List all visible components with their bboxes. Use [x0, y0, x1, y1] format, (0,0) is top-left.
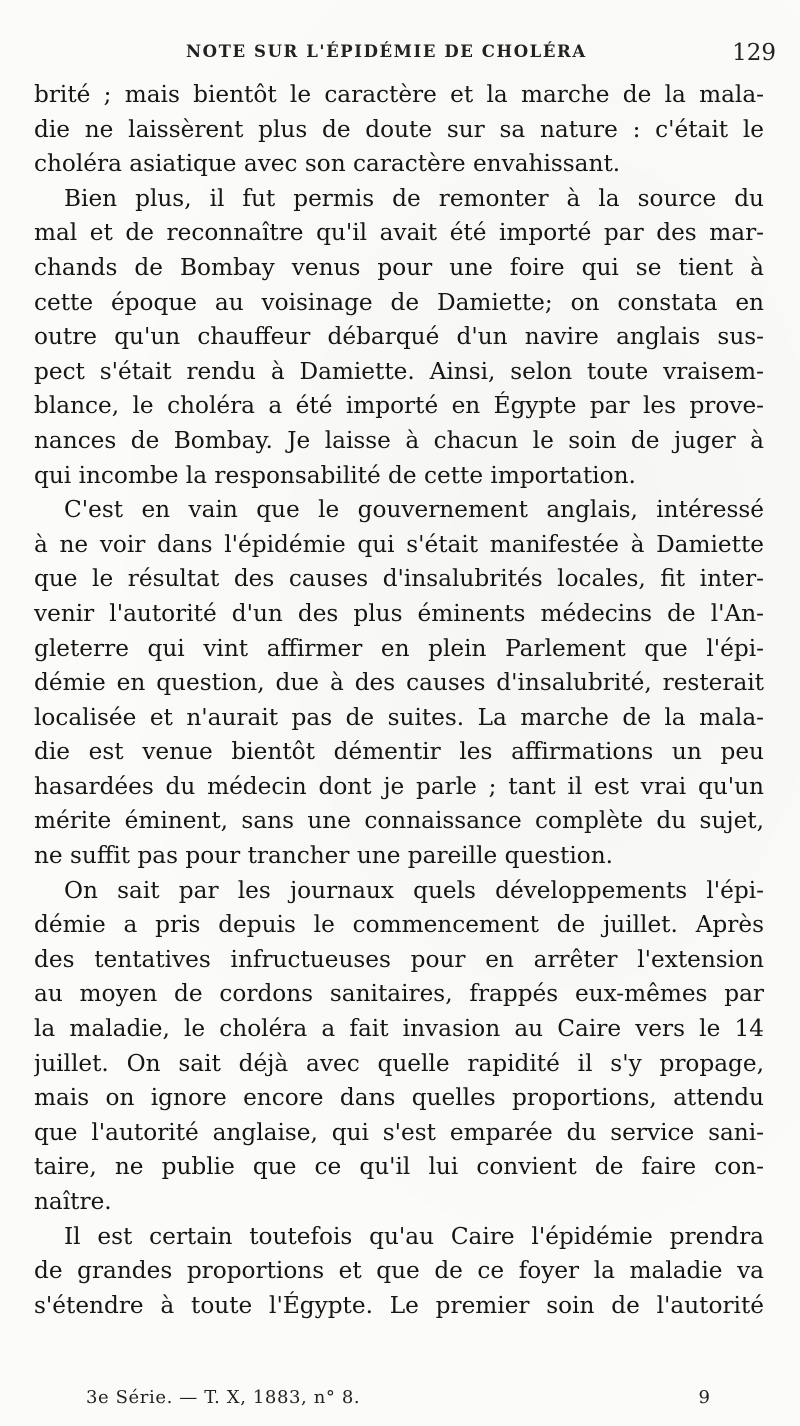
- text-line: C'est en vain que le gouvernement anglais, intéressé: [64, 496, 764, 524]
- text-line: juillet. On sait déjà avec quelle rapidité il s'y propage,: [34, 1049, 764, 1077]
- text-line: la maladie, le choléra a fait invasion au Caire vers le 14: [34, 1015, 764, 1043]
- text-line: venir l'autorité d'un des plus éminents médecins de l'An-: [34, 599, 764, 627]
- text-line: Bien plus, il fut permis de remonter à la source du: [64, 184, 764, 212]
- volume-reference: 3e Série. — T. X, 1883, n° 8.: [86, 1387, 361, 1408]
- text-line: cette époque au voisinage de Damiette; on constata en: [34, 288, 764, 316]
- text-line: outre qu'un chauffeur débarqué d'un navire anglais sus-: [34, 323, 764, 351]
- text-line: ne suffit pas pour trancher une pareille question.: [34, 842, 613, 870]
- text-line: pect s'était rendu à Damiette. Ainsi, selon toute vraisem-: [34, 357, 764, 385]
- page-footer: [36, 1387, 766, 1413]
- text-line: Il est certain toutefois qu'au Caire l'épidémie prendra: [64, 1222, 764, 1250]
- text-line: On sait par les journaux quels développements l'épi-: [64, 876, 764, 904]
- running-title: NOTE SUR L'ÉPIDÉMIE DE CHOLÉRA: [186, 42, 587, 61]
- text-line: brité ; mais bientôt le caractère et la marche de la mala-: [34, 81, 764, 108]
- text-line: à ne voir dans l'épidémie qui s'était manifestée à Damiette: [34, 530, 764, 558]
- text-line: que le résultat des causes d'insalubrités locales, fit inter-: [34, 565, 764, 593]
- text-line: s'étendre à toute l'Égypte. Le premier soin de l'autorité: [34, 1291, 764, 1319]
- text-line: die ne laissèrent plus de doute sur sa nature : c'était le: [34, 115, 764, 143]
- body-text: [34, 78, 764, 1323]
- text-line: mais on ignore encore dans quelles proportions, attendu: [34, 1084, 764, 1112]
- text-line: mérite éminent, sans une connaissance complète du sujet,: [34, 807, 764, 835]
- text-line: choléra asiatique avec son caractère envahissant.: [34, 150, 621, 178]
- text-line: mal et de reconnaître qu'il avait été importé par des mar-: [34, 219, 764, 247]
- text-line: qui incombe la responsabilité de cette importation.: [34, 461, 636, 489]
- text-line: hasardées du médecin dont je parle ; tant il est vrai qu'un: [34, 772, 764, 800]
- text-line: que l'autorité anglaise, qui s'est emparée du service sani-: [34, 1118, 764, 1146]
- text-line: chands de Bombay venus pour une foire qui se tient à: [34, 253, 764, 281]
- text-line: au moyen de cordons sanitaires, frappés eux-mêmes par: [34, 980, 764, 1008]
- text-line: nances de Bombay. Je laisse à chacun le soin de juger à: [34, 426, 764, 454]
- text-line: naître.: [34, 1188, 112, 1215]
- running-head: [36, 40, 778, 70]
- signature-mark: 9: [698, 1387, 710, 1408]
- text-line: des tentatives infructueuses pour en arrêter l'extension: [34, 945, 764, 973]
- text-line: démie en question, due à des causes d'insalubrité, resterait: [34, 669, 764, 697]
- text-line: die est venue bientôt démentir les affirmations un peu: [34, 738, 764, 766]
- text-line: gleterre qui vint affirmer en plein Parlement que l'épi-: [34, 634, 764, 662]
- text-line: localisée et n'aurait pas de suites. La marche de la mala-: [34, 703, 764, 731]
- text-line: démie a pris depuis le commencement de juillet. Après: [34, 911, 764, 939]
- page-number: 129: [732, 40, 776, 66]
- text-line: taire, ne publie que ce qu'il lui convient de faire con-: [34, 1153, 764, 1181]
- text-line: blance, le choléra a été importé en Égypte par les prove-: [34, 392, 764, 420]
- text-line: de grandes proportions et que de ce foyer la maladie va: [34, 1257, 764, 1285]
